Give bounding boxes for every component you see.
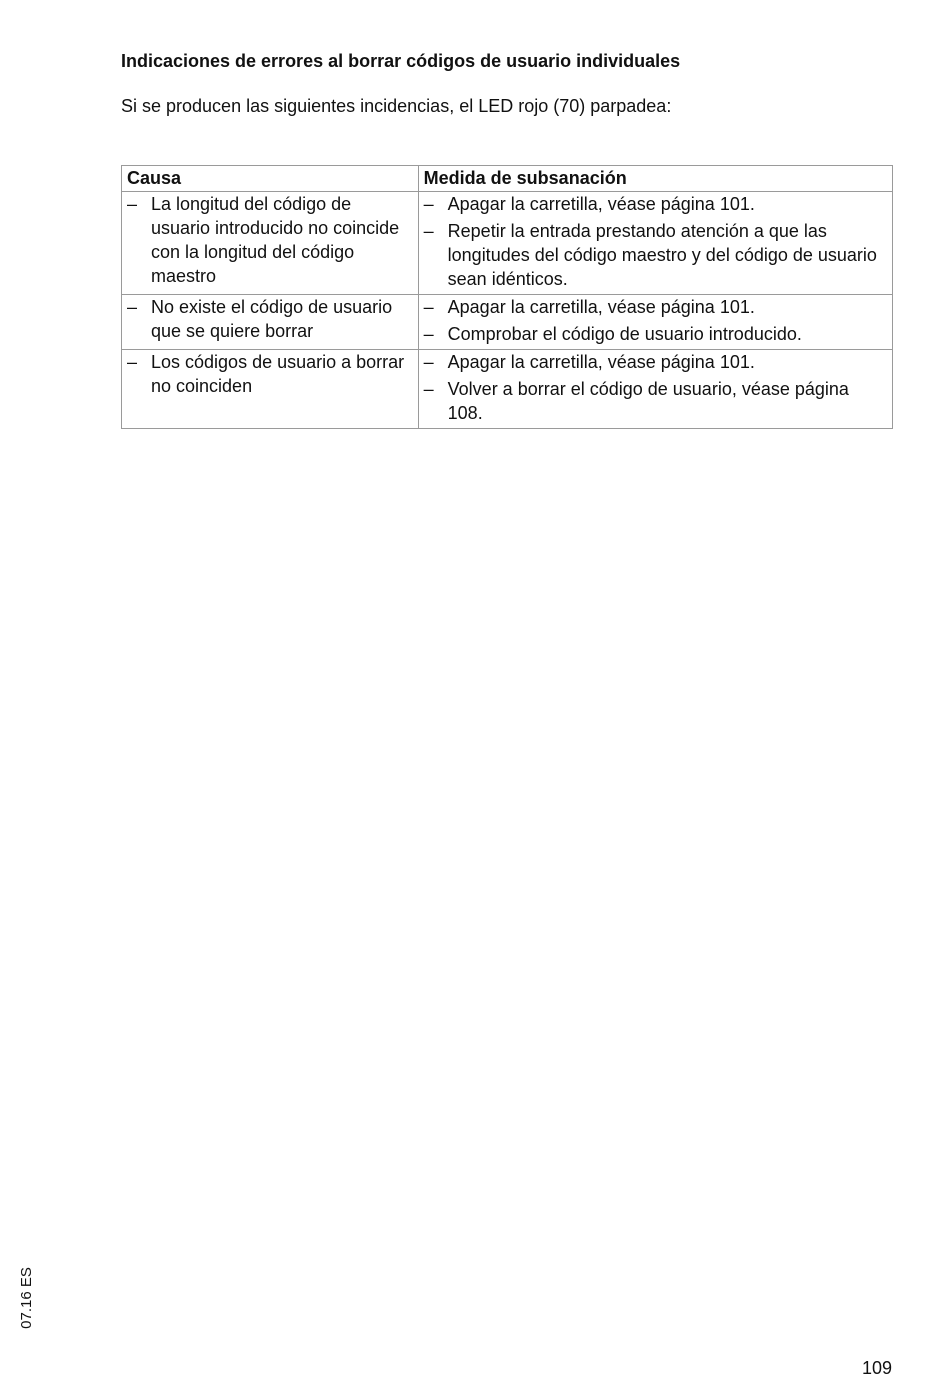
remedy-item bbox=[424, 295, 888, 319]
cause-item bbox=[127, 192, 414, 288]
dash-bullet: – bbox=[423, 297, 434, 317]
dash-bullet: – bbox=[127, 194, 138, 214]
section-heading: Indicaciones de errores al borrar códigos de usuario individuales bbox=[121, 51, 681, 71]
dash-bullet: – bbox=[423, 324, 434, 344]
remedy-item bbox=[424, 377, 888, 425]
edition-code bbox=[17, 1262, 37, 1334]
cause-text: Los códigos de usuario a borrar no coinciden bbox=[151, 352, 405, 396]
table-header-row bbox=[122, 166, 893, 192]
cause-text: La longitud del código de usuario introducido no coincide con la longitud del código maestro bbox=[151, 194, 400, 286]
remedy-cell bbox=[418, 295, 892, 350]
table-row bbox=[122, 350, 893, 429]
cause-cell bbox=[122, 295, 419, 350]
remedy-item bbox=[424, 350, 888, 374]
remedy-cell bbox=[418, 350, 892, 429]
column-header-remedy: Medida de subsanación bbox=[418, 166, 892, 192]
cause-cell bbox=[122, 350, 419, 429]
remedy-cell bbox=[418, 192, 892, 295]
edition-text: 07.16 ES bbox=[18, 1267, 35, 1329]
remedy-text: Comprobar el código de usuario introducido. bbox=[447, 324, 802, 344]
error-table bbox=[121, 165, 893, 429]
intro-text: Si se producen las siguientes incidencias, el LED rojo (70) parpadea: bbox=[121, 96, 672, 116]
dash-bullet: – bbox=[127, 297, 138, 317]
remedy-text: Apagar la carretilla, véase página 101. bbox=[447, 194, 755, 214]
remedy-item bbox=[424, 219, 888, 291]
remedy-text: Apagar la carretilla, véase página 101. bbox=[447, 352, 755, 372]
table-row bbox=[122, 295, 893, 350]
cause-item bbox=[127, 295, 414, 343]
remedy-item bbox=[424, 192, 888, 216]
remedy-item bbox=[424, 322, 888, 346]
table-row bbox=[122, 192, 893, 295]
column-header-cause: Causa bbox=[122, 166, 419, 192]
page-number: 109 bbox=[861, 1358, 892, 1378]
cause-item bbox=[127, 350, 414, 398]
dash-bullet: – bbox=[127, 352, 138, 372]
remedy-text: Volver a borrar el código de usuario, véase página 108. bbox=[447, 379, 849, 423]
remedy-text: Apagar la carretilla, véase página 101. bbox=[447, 297, 755, 317]
dash-bullet: – bbox=[423, 352, 434, 372]
dash-bullet: – bbox=[423, 194, 434, 214]
cause-text: No existe el código de usuario que se quiere borrar bbox=[151, 297, 393, 341]
dash-bullet: – bbox=[423, 379, 434, 399]
dash-bullet: – bbox=[423, 221, 434, 241]
cause-cell bbox=[122, 192, 419, 295]
remedy-text: Repetir la entrada prestando atención a que las longitudes del código maestro y del código de usuario sean idénticos. bbox=[447, 221, 877, 289]
